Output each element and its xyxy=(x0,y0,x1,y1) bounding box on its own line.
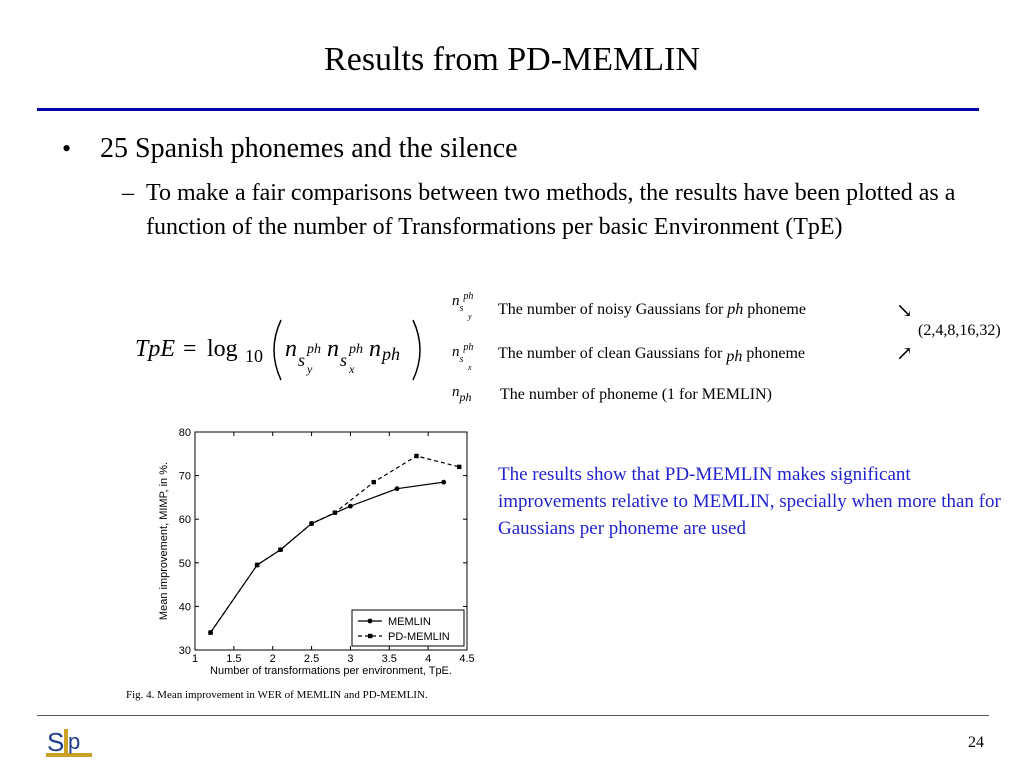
sym-ph: ph xyxy=(459,390,472,404)
symbol-n-ph xyxy=(452,383,472,404)
note-italic: ph xyxy=(726,348,743,365)
x-tick-label: 3 xyxy=(347,653,354,665)
series-point-2 xyxy=(414,454,418,458)
main-bullet: 25 Spanish phonemes and the silence xyxy=(100,133,518,164)
slide-title: Results from PD-MEMLIN xyxy=(324,41,700,78)
figure-caption: Fig. 4. Mean improvement in WER of MEMLIN and PD-MEMLIN. xyxy=(126,689,428,701)
formula-n3: n xyxy=(369,336,381,362)
symbol-n-sx-ph xyxy=(452,342,474,372)
note-italic: ph xyxy=(727,301,744,318)
note-text-after: phoneme xyxy=(746,345,806,362)
x-tick-label: 2.5 xyxy=(303,653,320,665)
x-tick-label: 2 xyxy=(269,653,276,665)
x-tick-label: 4.5 xyxy=(459,653,475,665)
series-line-2 xyxy=(211,456,460,633)
formula-left-paren xyxy=(265,318,285,382)
note-phoneme-count xyxy=(500,385,772,405)
note-noisy-gaussians xyxy=(498,300,806,320)
note-text: The number of clean Gaussians for xyxy=(498,345,723,362)
svg-text:S: S xyxy=(47,727,65,757)
x-tick-label: 3.5 xyxy=(381,653,397,665)
note-text: The number of phoneme (1 for MEMLIN) xyxy=(500,386,772,403)
formula-log-base: 10 xyxy=(245,346,263,366)
page-number: 24 xyxy=(968,734,984,751)
x-tick-label: 1.5 xyxy=(226,653,242,665)
footer-divider xyxy=(37,715,989,716)
note-text: The number of noisy Gaussians for xyxy=(498,301,724,318)
formula-y-sub: y xyxy=(307,362,313,376)
gaussian-values: (2,4,8,16,32) xyxy=(918,322,1001,339)
x-axis-label: Number of transformations per environment, TpE. xyxy=(210,665,452,677)
series-point-1 xyxy=(395,486,400,491)
y-tick-label: 60 xyxy=(178,514,191,527)
note-clean-gaussians xyxy=(498,344,805,364)
formula-n2: n xyxy=(327,336,339,362)
tpe-formula xyxy=(135,318,435,382)
series-point-2 xyxy=(208,630,212,634)
sym-n: n xyxy=(452,293,460,309)
series-point-1 xyxy=(348,504,353,509)
series-point-2 xyxy=(255,563,259,567)
series-point-2 xyxy=(333,510,337,514)
legend-marker-2 xyxy=(368,634,372,638)
series-point-2 xyxy=(278,548,282,552)
formula-equals: = xyxy=(183,336,197,362)
sub-bullet-marker: – xyxy=(122,180,134,206)
formula-s1: s xyxy=(298,350,306,370)
arrow-up-right-icon: ↗ xyxy=(896,343,913,365)
sub-bullet: To make a fair comparisons between two methods, the results have been plotted as a function of the number of Transformations per basic Environment (TpE) xyxy=(146,180,956,240)
y-tick-label: 80 xyxy=(178,427,191,439)
slp-logo xyxy=(44,723,94,763)
sym-n: n xyxy=(452,384,460,400)
sym-ph: ph xyxy=(463,291,474,302)
formula-log: log xyxy=(207,336,238,362)
series-point-1 xyxy=(441,480,446,485)
formula-x-sub: x xyxy=(349,362,355,376)
sym-x: x xyxy=(468,363,472,372)
formula-ph-sub: ph xyxy=(382,344,400,364)
legend-label-2: PD-MEMLIN xyxy=(388,631,450,643)
result-statement: The results show that PD-MEMLIN makes significant improvements relative to MEMLIN, specially when more than for Gaussians per phoneme are used xyxy=(498,464,1001,539)
x-tick-label: 1 xyxy=(191,653,199,665)
mimp-chart xyxy=(150,420,490,682)
legend-marker-1 xyxy=(368,619,373,624)
formula-s2: s xyxy=(340,350,348,370)
y-tick-label: 70 xyxy=(178,470,191,483)
formula-lhs: TpE xyxy=(135,336,176,362)
y-tick-label: 30 xyxy=(178,645,191,657)
sym-y: y xyxy=(468,312,472,321)
y-axis-label: Mean improvement, MIMP, in %. xyxy=(158,461,170,621)
series-point-2 xyxy=(457,465,461,469)
note-text-after: phoneme xyxy=(747,301,806,318)
sym-ph: ph xyxy=(463,342,474,353)
y-tick-label: 50 xyxy=(178,557,191,570)
formula-right-paren xyxy=(409,318,429,382)
formula-n1: n xyxy=(285,336,297,362)
formula-ph-sup1: ph xyxy=(307,342,321,357)
legend-label-1: MEMLIN xyxy=(388,616,431,628)
sym-n: n xyxy=(452,344,460,360)
series-point-2 xyxy=(372,480,376,484)
x-tick-label: 4 xyxy=(425,653,432,665)
series-point-2 xyxy=(309,521,313,525)
formula-ph-sup2: ph xyxy=(349,342,363,357)
sym-s: s xyxy=(459,303,464,314)
svg-text:p: p xyxy=(68,729,81,754)
bullet-marker: • xyxy=(62,134,72,163)
arrow-down-right-icon: ↘ xyxy=(896,300,913,322)
sym-s: s xyxy=(459,354,464,365)
symbol-n-sy-ph xyxy=(452,291,474,321)
y-tick-label: 40 xyxy=(178,601,191,614)
title-divider xyxy=(37,108,979,111)
